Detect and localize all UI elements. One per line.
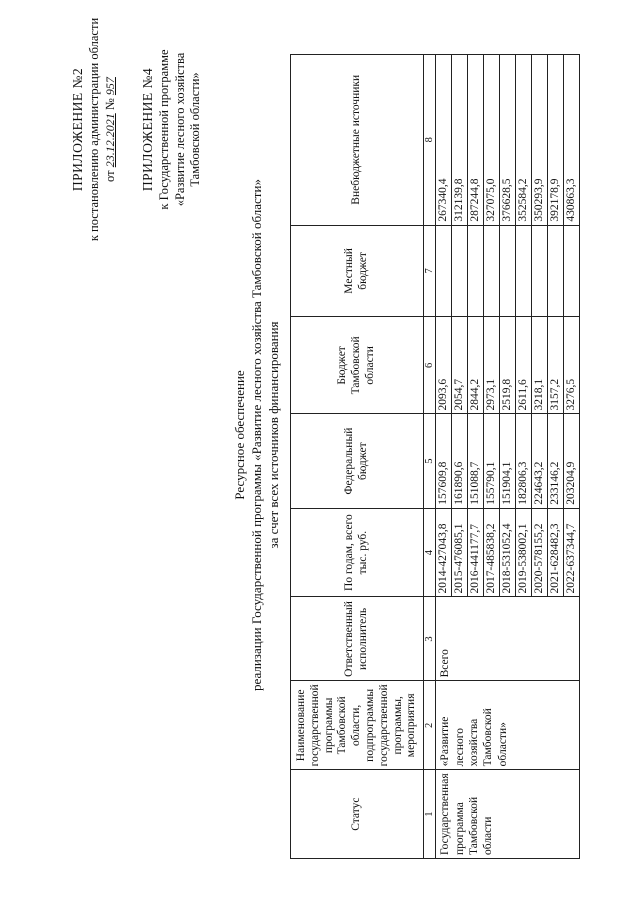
year-total-cell: 2021-628482,3 <box>548 508 564 597</box>
federal-cell: 182806,3 <box>516 414 532 508</box>
federal-cell: 155790,1 <box>484 414 500 508</box>
year-total-cell: 2014-427043,8 <box>436 508 452 597</box>
federal-cell: 203204,9 <box>564 414 580 508</box>
regional-cell: 2093,6 <box>436 317 452 414</box>
document-caption <box>232 25 283 845</box>
year-total-cell: 2019-538002,1 <box>516 508 532 597</box>
header-federal: Федеральный бюджет <box>291 414 424 508</box>
federal-cell: 151088,7 <box>468 414 484 508</box>
regional-cell: 2519,8 <box>500 317 516 414</box>
table-header-row <box>291 55 424 859</box>
col-number: 8 <box>424 55 436 226</box>
extra-cell: 267340,4 <box>436 55 452 226</box>
col-number: 3 <box>424 597 436 681</box>
local-cell <box>532 225 548 317</box>
col-number: 6 <box>424 317 436 414</box>
header-year-total: По годам, всего тыс. руб. <box>291 508 424 597</box>
col-number: 5 <box>424 414 436 508</box>
regional-cell: 2844,2 <box>468 317 484 414</box>
regional-cell: 3157,2 <box>548 317 564 414</box>
federal-cell: 161890,6 <box>452 414 468 508</box>
funding-table <box>290 54 580 859</box>
local-cell <box>452 225 468 317</box>
caption-line2: реализации Государственной программы «Развитие лесного хозяйства Тамбовской области» <box>248 179 264 691</box>
status-cell: Государственная программа Тамбовской области <box>436 770 580 859</box>
local-cell <box>436 225 452 317</box>
federal-cell: 151904,1 <box>500 414 516 508</box>
header-extra: Внебюджетные источники <box>291 55 424 226</box>
col-number: 1 <box>424 770 436 859</box>
column-number-row <box>424 55 436 859</box>
header-executor: Ответственный исполнитель <box>291 597 424 681</box>
regional-cell: 3276,5 <box>564 317 580 414</box>
caption-line3: за счет всех источников финансирования <box>265 321 281 549</box>
regional-cell: 3218,1 <box>532 317 548 414</box>
extra-cell: 312139,8 <box>452 55 468 226</box>
year-total-cell: 2018-531052,4 <box>500 508 516 597</box>
extra-cell: 352584,2 <box>516 55 532 226</box>
local-cell <box>484 225 500 317</box>
appendix-date-line <box>103 12 119 247</box>
local-cell <box>500 225 516 317</box>
col-number: 2 <box>424 681 436 770</box>
header-status: Статус <box>291 770 424 859</box>
table-row <box>436 55 452 859</box>
header-program-name: Наименование государственной программы Тамбовской области, подпрограммы государственной программы, мероприятия <box>291 681 424 770</box>
header-regional: Бюджет Тамбовской области <box>291 317 424 414</box>
appendix-header <box>70 12 118 247</box>
local-cell <box>468 225 484 317</box>
extra-cell: 376628,5 <box>500 55 516 226</box>
decree-number: 957 <box>102 77 117 96</box>
appendix-title: ПРИЛОЖЕНИЕ №2 <box>70 67 85 192</box>
local-cell <box>516 225 532 317</box>
appendix-decree-line: к постановлению администрации области <box>86 17 101 242</box>
program-appendix-line1: к Государственной программе <box>156 49 171 210</box>
date-prefix: от <box>102 170 117 182</box>
year-total-cell: 2016-441177,7 <box>468 508 484 597</box>
program-name-cell: «Развитие лесного хозяйства Тамбовской области» <box>436 681 580 770</box>
federal-cell: 233146,2 <box>548 414 564 508</box>
regional-cell: 2054,7 <box>452 317 468 414</box>
caption-line1: Ресурсное обеспечение <box>232 370 247 500</box>
regional-cell: 2611,6 <box>516 317 532 414</box>
year-total-cell: 2020-578155,2 <box>532 508 548 597</box>
extra-cell: 350293,9 <box>532 55 548 226</box>
extra-cell: 327075,0 <box>484 55 500 226</box>
number-prefix: № <box>102 98 117 111</box>
extra-cell: 430863,3 <box>564 55 580 226</box>
header-local: Местный бюджет <box>291 225 424 317</box>
federal-cell: 157609,8 <box>436 414 452 508</box>
year-total-cell: 2015-476085,1 <box>452 508 468 597</box>
federal-cell: 224643,2 <box>532 414 548 508</box>
local-cell <box>564 225 580 317</box>
decree-date: 23.12.2021 <box>102 113 117 168</box>
col-number: 4 <box>424 508 436 597</box>
program-appendix-line3: Тамбовской области» <box>188 72 203 187</box>
year-total-cell: 2017-485838,2 <box>484 508 500 597</box>
regional-cell: 2973,1 <box>484 317 500 414</box>
col-number: 7 <box>424 225 436 317</box>
program-appendix-line2: «Развитие лесного хозяйства <box>172 52 187 207</box>
year-total-cell: 2022-637344,7 <box>564 508 580 597</box>
executor-cell: Всего <box>436 597 580 681</box>
local-cell <box>548 225 564 317</box>
program-appendix-header <box>140 12 204 247</box>
program-appendix-title: ПРИЛОЖЕНИЕ №4 <box>140 67 155 192</box>
extra-cell: 287244,8 <box>468 55 484 226</box>
extra-cell: 392178,9 <box>548 55 564 226</box>
